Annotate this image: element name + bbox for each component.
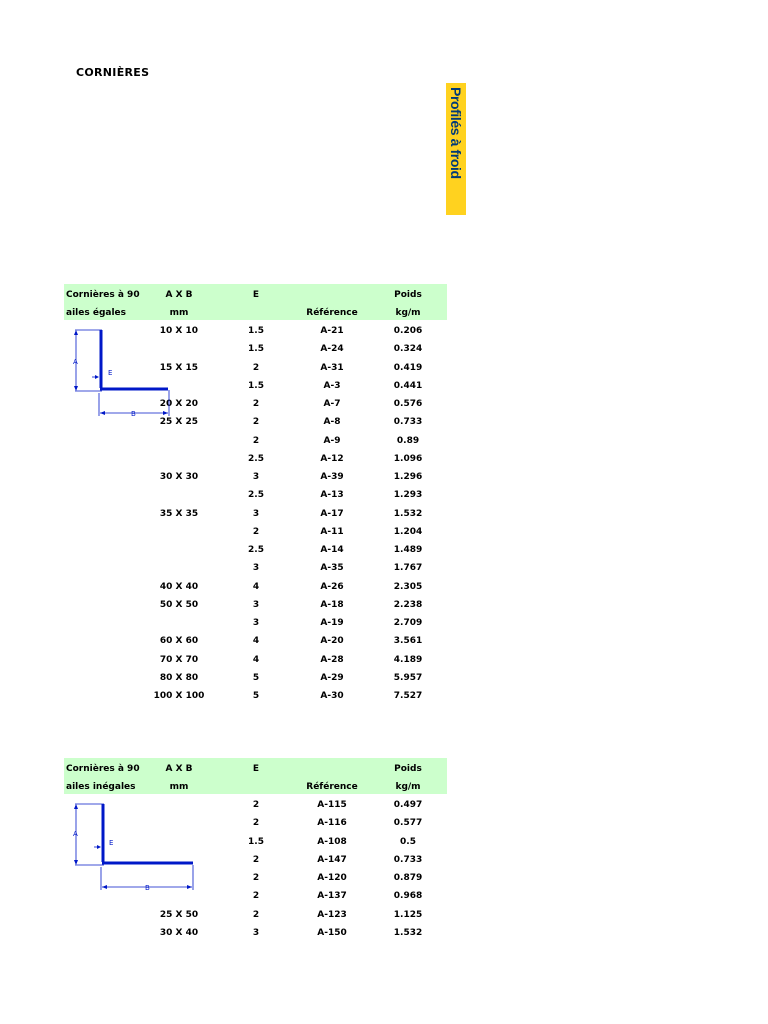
row-weight: 0.324 — [393, 344, 423, 355]
row-reference: A-14 — [320, 545, 344, 555]
row-size: 70 X 70 — [159, 654, 199, 665]
row-reference: A-9 — [323, 435, 341, 446]
row-size — [144, 486, 214, 504]
row-reference: A-28 — [320, 654, 344, 665]
row-weight: 0.879 — [393, 873, 423, 883]
row-weight: 1.767 — [393, 563, 423, 574]
row-reference: A-147 — [317, 854, 347, 865]
row-thickness: 1.5 — [248, 344, 264, 355]
diagram-label-b: B — [131, 410, 136, 418]
row-weight: 0.441 — [393, 380, 423, 391]
header-unit: kg/m — [395, 308, 421, 318]
row-reference: A-116 — [317, 818, 347, 829]
row-weight: 0.968 — [393, 891, 423, 902]
header-reference: Référence — [306, 308, 358, 318]
header-label-1: Cornières à 90 — [66, 764, 140, 774]
row-thickness: 1.5 — [248, 836, 264, 847]
row-reference: A-21 — [320, 326, 344, 336]
row-weight: 7.527 — [393, 691, 423, 701]
row-thickness: 4 — [252, 654, 260, 665]
row-thickness: 3 — [252, 563, 260, 574]
row-weight: 1.125 — [393, 909, 423, 920]
header-unit: kg/m — [395, 782, 421, 792]
row-weight: 0.733 — [393, 854, 423, 865]
header-mm: mm — [169, 308, 189, 318]
diagram-label-e: E — [108, 369, 113, 377]
row-size: 30 X 30 — [159, 472, 199, 482]
header-label-1: Cornières à 90 — [66, 290, 140, 300]
row-reference: A-39 — [320, 472, 344, 482]
header-mm: mm — [169, 782, 189, 792]
row-size: 15 X 15 — [159, 362, 198, 373]
header-label-2: ailes inégales — [66, 782, 136, 792]
row-weight: 0.497 — [393, 800, 423, 810]
row-reference: A-24 — [320, 344, 344, 355]
row-size: 80 X 80 — [159, 672, 199, 683]
row-size: 60 X 60 — [159, 636, 199, 647]
equal-angles-table — [64, 284, 447, 714]
row-weight: 0.419 — [393, 362, 423, 373]
row-thickness: 2.5 — [248, 490, 264, 501]
angle-diagram-equal — [64, 324, 184, 424]
header-reference: Référence — [306, 782, 358, 792]
row-thickness: 2 — [252, 362, 260, 373]
row-reference: A-30 — [320, 691, 344, 701]
row-weight: 1.532 — [393, 927, 423, 938]
header-e: E — [252, 764, 260, 774]
row-weight: 3.561 — [393, 636, 423, 647]
row-reference: A-120 — [317, 873, 347, 883]
row-weight: 1.204 — [393, 526, 423, 537]
diagram-label-b: B — [145, 884, 150, 892]
row-size — [144, 523, 214, 541]
row-size: 25 X 25 — [159, 417, 198, 428]
row-reference: A-17 — [320, 508, 344, 519]
diagram-label-a: A — [73, 358, 78, 366]
page-title: CORNIÈRES — [76, 66, 150, 79]
row-size: 100 X 100 — [153, 691, 205, 701]
row-reference: A-12 — [320, 453, 344, 464]
row-weight: 0.577 — [393, 818, 423, 829]
row-weight: 4.189 — [393, 654, 423, 665]
row-weight: 5.957 — [393, 672, 423, 683]
diagram-label-e: E — [109, 839, 114, 847]
row-weight: 2.709 — [393, 618, 423, 628]
row-size: 50 X 50 — [159, 599, 199, 610]
row-thickness: 2 — [252, 417, 260, 428]
row-reference: A-8 — [323, 417, 341, 428]
row-thickness: 2 — [252, 909, 260, 920]
row-weight: 1.489 — [393, 545, 423, 555]
row-reference: A-11 — [320, 526, 344, 537]
row-weight: 0.576 — [393, 399, 423, 409]
row-reference: A-18 — [320, 599, 344, 610]
row-reference: A-123 — [317, 909, 347, 920]
row-size: 20 X 20 — [159, 399, 198, 409]
row-reference: A-35 — [320, 563, 344, 574]
row-thickness: 3 — [252, 472, 260, 482]
row-weight: 1.532 — [393, 508, 423, 519]
row-weight: 0.89 — [396, 435, 420, 446]
row-thickness: 2 — [252, 435, 260, 446]
row-thickness: 2 — [252, 891, 260, 902]
row-reference: A-108 — [317, 836, 347, 847]
row-thickness: 2 — [252, 526, 260, 537]
row-weight: 1.293 — [393, 490, 423, 501]
angle-diagram-unequal — [64, 798, 204, 898]
row-size — [144, 432, 214, 450]
row-weight: 0.206 — [393, 326, 423, 336]
row-thickness: 2 — [252, 399, 260, 409]
row-thickness: 2 — [252, 800, 260, 810]
row-thickness: 2 — [252, 818, 260, 829]
row-thickness: 4 — [252, 581, 260, 592]
row-size — [144, 450, 214, 468]
row-weight: 0.5 — [400, 836, 416, 847]
row-thickness: 1.5 — [248, 326, 264, 336]
row-reference: A-20 — [320, 636, 344, 647]
row-reference: A-3 — [323, 380, 341, 391]
row-thickness: 5 — [252, 672, 260, 683]
row-size: 25 X 50 — [159, 909, 199, 920]
header-label-2: ailes égales — [66, 308, 127, 318]
row-thickness: 2 — [252, 873, 260, 883]
header-ab: A X B — [165, 764, 193, 774]
unequal-angles-table — [64, 758, 447, 948]
row-size: 35 X 35 — [159, 508, 199, 519]
row-thickness: 4 — [252, 636, 260, 647]
row-thickness: 3 — [252, 927, 260, 938]
row-thickness: 2.5 — [248, 453, 264, 464]
row-reference: A-115 — [317, 800, 347, 810]
row-size: 40 X 40 — [159, 581, 199, 592]
row-thickness: 5 — [252, 691, 260, 701]
row-size — [144, 614, 214, 632]
row-weight: 0.733 — [393, 417, 423, 428]
row-reference: A-13 — [320, 490, 344, 501]
row-weight: 2.305 — [393, 581, 423, 592]
row-size: 10 X 10 — [159, 326, 198, 336]
row-reference: A-7 — [323, 399, 341, 409]
row-thickness: 2.5 — [248, 545, 264, 555]
row-weight: 1.096 — [393, 453, 423, 464]
row-reference: A-31 — [320, 362, 344, 373]
row-thickness: 3 — [252, 508, 260, 519]
header-e: E — [252, 290, 260, 300]
row-thickness: 2 — [252, 854, 260, 865]
header-poids: Poids — [394, 764, 422, 774]
row-reference: A-150 — [317, 927, 347, 938]
row-reference: A-26 — [320, 581, 344, 592]
row-reference: A-137 — [317, 891, 347, 902]
section-tab — [446, 83, 466, 215]
row-size: 30 X 40 — [159, 927, 199, 938]
diagram-label-a: A — [73, 830, 78, 838]
row-thickness: 1.5 — [248, 380, 264, 391]
header-poids: Poids — [394, 290, 422, 300]
row-reference: A-29 — [320, 672, 344, 683]
row-size — [144, 559, 214, 577]
row-weight: 2.238 — [393, 599, 423, 610]
row-size — [144, 541, 214, 559]
row-weight: 1.296 — [393, 472, 423, 482]
header-ab: A X B — [165, 290, 193, 300]
row-thickness: 3 — [252, 618, 260, 628]
row-reference: A-19 — [320, 618, 344, 628]
row-thickness: 3 — [252, 599, 260, 610]
section-tab-label: Profilés à froid — [448, 87, 464, 179]
